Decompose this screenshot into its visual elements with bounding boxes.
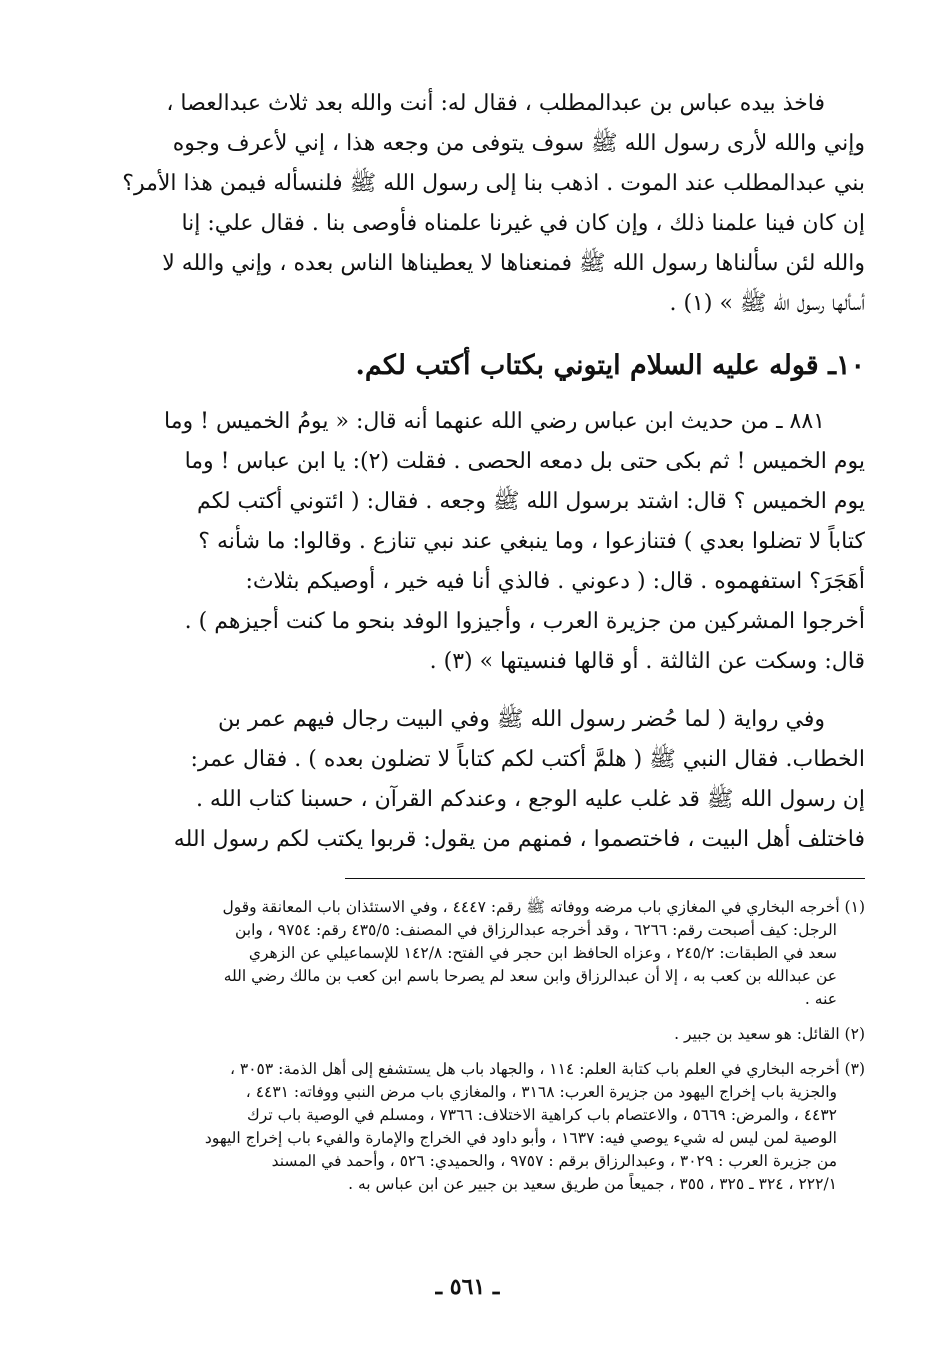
text-line: بني عبدالمطلب عند الموت . اذهب بنا إلى رسول الله ﷺ فلنسأله فيمن هذا الأمر؟: [122, 171, 865, 196]
footnotes: [72, 896, 865, 1208]
text-line: وإني والله لأرى رسول الله ﷺ سوف يتوفى من وجعه هذا ، إني لأعرف وجوه: [172, 131, 865, 156]
text-line: قال: وسكت عن الثالثة . أو قالها فنسيتها » (٣) .: [429, 649, 865, 674]
text-line: إن كان فينا علمنا ذلك ، وإن كان في غيرنا علمناه فأوصى بنا . فقال علي: إنا: [181, 211, 865, 236]
footnote-separator: [345, 878, 865, 879]
footnote-line: (٣) أخرجه البخاري في العلم باب كتابة العلم: ١١٤ ، والجهاد باب هل يستشفع إلى أهل الذمة: ٣٠٥٣ ،: [229, 1060, 865, 1078]
footnote-line: عن عبدالله بن كعب به ، إلا أن عبدالرزاق وابن سعد لم يصرحا باسم ابن كعب بن مالك رضي الله: [223, 967, 837, 985]
text-line: كتاباً لا تضلوا بعدي ) فتنازعوا ، وما ينبغي عند نبي تنازع . وقالوا: ما شأنه ؟: [198, 529, 865, 554]
text-line: فاخذ بيده عباس بن عبدالمطلب ، فقال له: أنت والله بعد ثلاث عبدالعصا ،: [166, 91, 825, 116]
paragraph-riwaya: [72, 700, 865, 860]
footnote-line: من جزيرة العرب : ٣٠٢٩ ، وعبدالرزاق برقم : ٩٧٥٧ ، والحميدي: ٥٢٦ ، وأحمد في المسند: [271, 1152, 837, 1170]
footnote-line: سعد في الطبقات: ٢٤٥/٢ ، وعزاه الحافظ ابن حجر في الفتح: ١٤٢/٨ للإسماعيلي عن الزهري: [248, 944, 837, 962]
paragraph-narration: [72, 84, 865, 324]
footnote-line: والجزية باب إخراج اليهود من جزيرة العرب: ٣١٦٨ ، والمغازي باب مرض النبي ووفاته: ٤٤٣١ ،: [245, 1083, 837, 1101]
footnote-line: ٤٤٣٢ ، والمرض: ٥٦٦٩ ، والاعتصام باب كراهية الاختلاف: ٧٣٦٦ ، ومسلم في الوصية باب ترك: [247, 1106, 837, 1124]
text-line: إن رسول الله ﷺ قد غلب عليه الوجع ، وعندكم القرآن ، حسبنا كتاب الله .: [195, 787, 865, 812]
text-line: يوم الخميس ؟ قال: اشتد برسول الله ﷺ وجعه . فقال: ( ائتوني أكتب لكم: [197, 489, 865, 514]
footnote-line: عنه .: [804, 990, 837, 1008]
text-line: أهَجَرَ؟ استفهموه . قال: ( دعوني . فالذي أنا فيه خير ، أوصيكم بثلاث:: [245, 569, 865, 594]
paragraph-hadith-881: [72, 402, 865, 682]
section-heading: ١٠ـ قوله عليه السلام ايتوني بكتاب أكتب لكم.: [355, 350, 865, 381]
text-line: والله لئن سألناها رسول الله ﷺ فمنعناها لا يعطيناها الناس بعده ، وإني والله لا: [162, 251, 865, 276]
paragraph-gap: [72, 682, 865, 700]
footnote-line: ٢٢٢/١ ، ٣٢٤ ـ ٣٢٥ ، ٣٥٥ ، جميعاً من طريق سعيد بن جبير عن ابن عباس به .: [348, 1175, 837, 1193]
text-line: أخرجوا المشركين من جزيرة العرب ، وأجيزوا الوفد بنحو ما كنت أجيزهم ) .: [184, 609, 865, 634]
footnote-1: [72, 896, 865, 1011]
text-line: الخطاب. فقال النبي ﷺ ( هلمَّ أكتب لكم كتاباً لا تضلون بعده ) . فقال عمر:: [190, 747, 865, 772]
footnote-2: [72, 1023, 865, 1046]
text-line: يوم الخميس ! ثم بكى حتى بل دمعه الحصى . فقلت (٢): يا ابن عباس ! وما: [184, 449, 865, 474]
text-line: ٨٨١ ـ من حديث ابن عباس رضي الله عنهما أنه قال: « يومُ الخميس ! وما: [164, 409, 825, 434]
text-line: أسألها رسول الله ﷺ » (١) .: [669, 291, 865, 316]
footnote-line: الرجل: كيف أصبحت رقم: ٦٢٦٦ ، وقد أخرجه عبدالرزاق في المصنف: ٤٣٥/٥ رقم: ٩٧٥٤ ، وابن: [235, 921, 837, 939]
footnote-line: الوصية لمن ليس له شيء يوصي فيه: ١٦٣٧ ، وأبو داود في الخراج والإمارة والفيء باب إخراج اليهود: [204, 1129, 837, 1147]
footnote-line: (٢) القائل: هو سعيد بن جبير .: [674, 1025, 865, 1043]
text-line: وفي رواية ( لما حُضر رسول الله ﷺ وفي البيت رجال فيهم عمر بن: [218, 707, 825, 732]
footnote-line: (١) أخرجه البخاري في المغازي باب مرضه ووفاته ﷺ رقم: ٤٤٤٧ ، وفي الاستئذان باب المعانقة وقول: [222, 898, 865, 916]
page-number: ـ ٥٦١ ـ: [435, 1274, 500, 1300]
footnote-3: [72, 1058, 865, 1196]
text-line: فاختلف أهل البيت ، فاختصموا ، فمنهم من يقول: قربوا يكتب لكم رسول الله: [173, 827, 865, 852]
